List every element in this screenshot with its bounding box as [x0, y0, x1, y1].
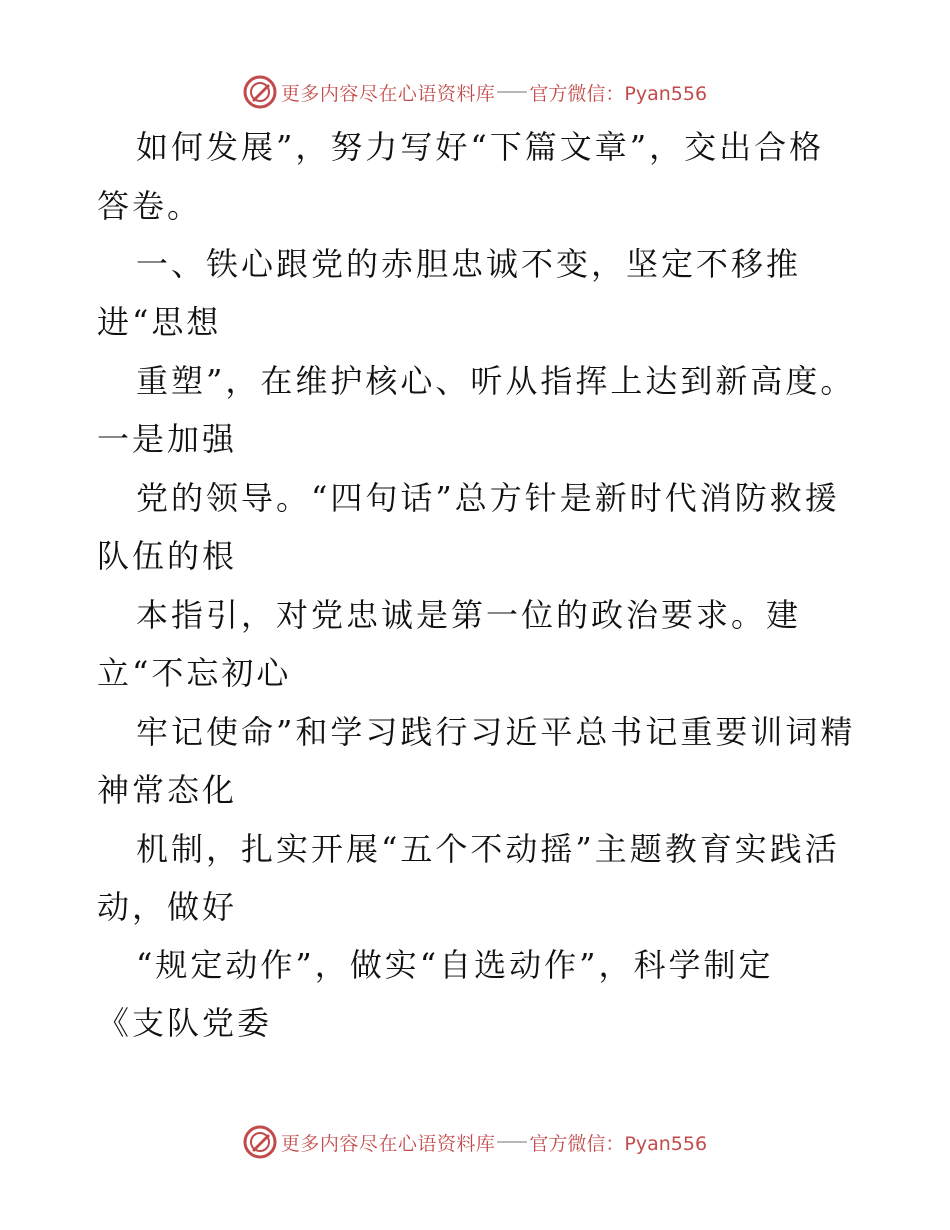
watermark-text: 更多内容尽在心语资料库 — [280, 1132, 496, 1155]
text-line: “规定动作”，做实“自选动作”，科学制定 — [136, 946, 774, 984]
text-line: 党的领导。“四句话”总方针是新时代消防救援 — [136, 479, 840, 517]
text-line: 一、铁心跟党的赤胆忠诚不变，坚定不移推 — [136, 245, 802, 283]
text-line: 立“不忘初心 — [97, 654, 292, 692]
watermark-contact: 官方微信：Pyan556 — [529, 82, 708, 105]
text-line: 进“思想 — [97, 303, 222, 341]
text-line: 牢记使命”和学习践行习近平总书记重要训词精 — [136, 713, 856, 751]
text-line: 队伍的根 — [97, 537, 238, 575]
text-line: 神常态化 — [97, 771, 238, 809]
header-watermark — [0, 72, 950, 112]
footer-watermark — [0, 1122, 950, 1162]
text-line: 如何发展”，努力写好“下篇文章”，交出合格 — [136, 128, 825, 166]
text-line: 一是加强 — [97, 420, 238, 458]
text-line: 重塑”，在维护核心、听从指挥上达到新高度。 — [136, 362, 856, 400]
text-line: 动，做好 — [97, 888, 238, 926]
text-line: 《支队党委 — [97, 1004, 273, 1042]
text-line: 本指引，对党忠诚是第一位的政治要求。建 — [136, 596, 802, 634]
text-line: 答卷。 — [97, 187, 203, 225]
watermark-contact: 官方微信：Pyan556 — [529, 1132, 708, 1155]
watermark-divider — [497, 1141, 527, 1143]
watermark-divider — [497, 91, 527, 93]
text-line: 机制，扎实开展“五个不动摇”主题教育实践活 — [136, 830, 840, 868]
watermark-logo-icon — [243, 75, 277, 109]
watermark-logo-icon — [243, 1125, 277, 1159]
watermark-text: 更多内容尽在心语资料库 — [280, 82, 496, 105]
